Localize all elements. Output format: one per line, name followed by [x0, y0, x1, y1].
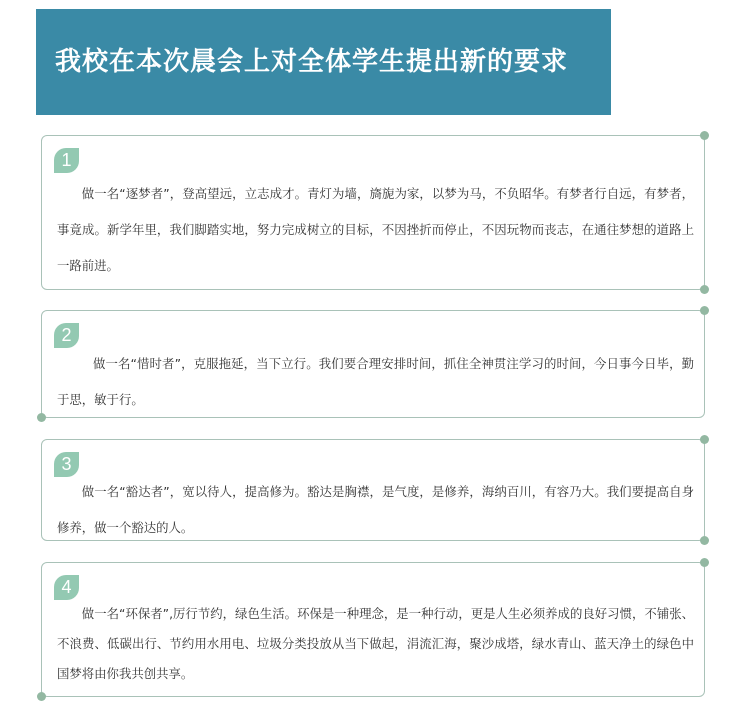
requirement-card-3	[41, 439, 705, 541]
corner-dot	[700, 285, 709, 294]
requirement-text-1: 做一名“逐梦者”，登高望远，立志成才。青灯为墙，旖旎为家，以梦为马，不负昭华。有梦者行自远，有梦者，事竟成。新学年里，我们脚踏实地，努力完成树立的目标，不因挫折而停止，不因玩物而丧志，在通往梦想的道路上一路前进。	[57, 186, 694, 273]
page-title: 我校在本次晨会上对全体学生提出新的要求	[55, 47, 569, 77]
requirement-card-4	[41, 562, 705, 697]
corner-dot	[700, 306, 709, 315]
number-badge-4: 4	[54, 575, 79, 600]
corner-dot	[37, 692, 46, 701]
corner-dot	[700, 558, 709, 567]
requirement-text-2: 做一名“惜时者”，克服拖延，当下立行。我们要合理安排时间，抓住全神贯注学习的时间，今日事今日毕，勤于思，敏于行。	[57, 356, 694, 407]
requirement-card-1	[41, 135, 705, 290]
number-badge-2: 2	[54, 323, 79, 348]
number-badge-1: 1	[54, 148, 79, 173]
requirement-text-4: 做一名“环保者”,厉行节约，绿色生活。环保是一种理念，是一种行动，更是人生必须养成的良好习惯，不铺张、不浪费、低碳出行、节约用水用电、垃圾分类投放从当下做起，涓流汇海，聚沙成塔，绿水青山、蓝天净土的绿色中国梦将由你我共创共享。	[57, 606, 694, 681]
corner-dot	[700, 131, 709, 140]
number-badge-3: 3	[54, 452, 79, 477]
requirement-text-3: 做一名“豁达者”，宽以待人，提高修为。豁达是胸襟，是气度，是修养，海纳百川，有容乃大。我们要提高自身修养，做一个豁达的人。	[57, 484, 694, 535]
title-banner	[36, 9, 611, 115]
corner-dot	[700, 536, 709, 545]
corner-dot	[700, 435, 709, 444]
requirement-card-2	[41, 310, 705, 418]
corner-dot	[37, 413, 46, 422]
